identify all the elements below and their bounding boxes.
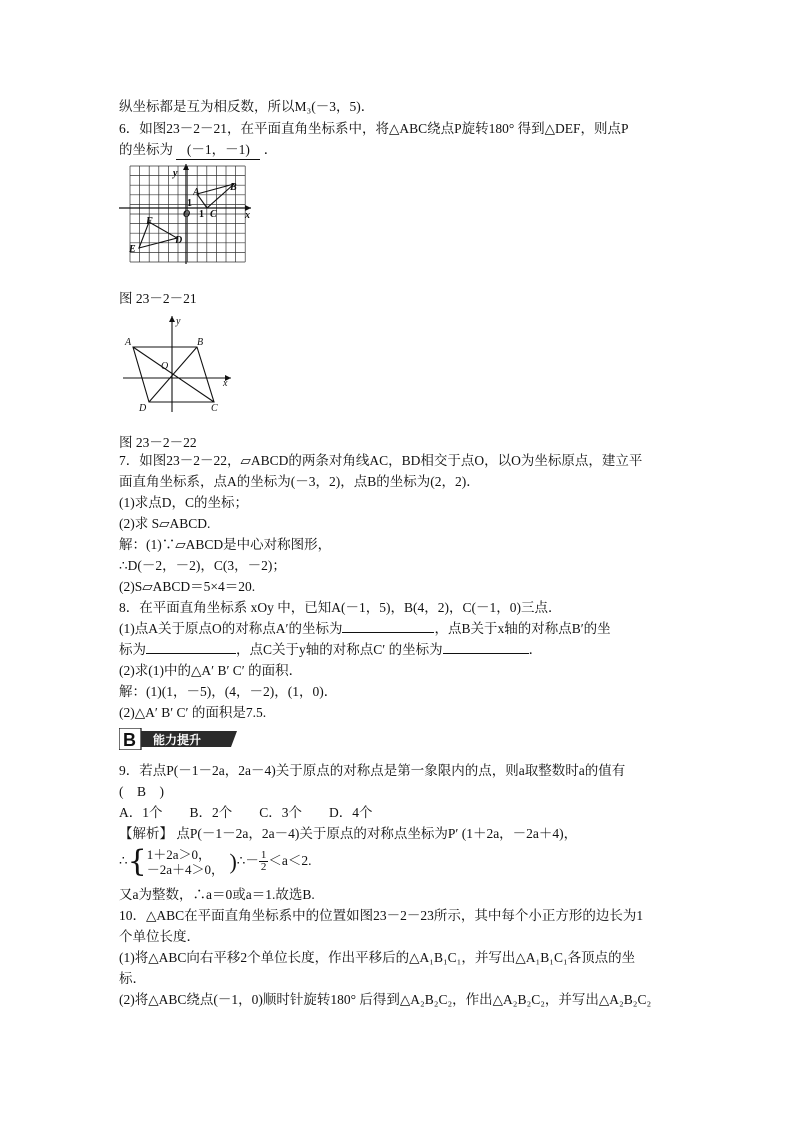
question-10-part-2: (2)将△ABC绕点(－1，0)顺时针旋转180° 后得到△A₂B₂C₂，作出△A₂B₂C₂，并写出△A₂B₂C₂ — [119, 992, 652, 1007]
text-line: 纵坐标都是互为相反数，所以M₃(－3，5)． — [119, 99, 375, 114]
origin-label: O — [183, 209, 191, 220]
solution-line: 解：(1)(1，－5)，(4，－2)，(1，0)． — [119, 684, 338, 699]
question-6-answer-line: 的坐标为 (－1，－1) ． — [119, 141, 277, 160]
question-10-part-1-cont: 标． — [119, 971, 146, 986]
question-7-part-2: (2)求 S▱ABCD. — [119, 516, 211, 531]
question-9-text: 9．若点P(－1－2a，2a－4)关于原点的对称点是第一象限内的点，则a取整数时a的值有 — [119, 763, 626, 778]
solution-line: ∴D(－2，－2)，C(3，－2)； — [119, 558, 286, 573]
y-axis-arrow — [169, 316, 175, 322]
point-c-label: C — [210, 209, 217, 220]
badge-label: 能力提升 — [153, 733, 202, 747]
question-6-text: 6．如图23－2－21，在平面直角坐标系中，将△ABC绕点P旋转180° 得到△DEF，则点P — [119, 121, 629, 136]
left-brace-icon: { — [127, 843, 147, 879]
solution-line: (2)△A′ B′ C′ 的面积是7.5. — [119, 705, 267, 720]
y-axis-label: y — [176, 316, 181, 327]
badge-letter-b-icon: B — [123, 730, 136, 750]
question-7-text: 面直角坐标系，点A的坐标为(－3，2)，点B的坐标为(2，2)． — [119, 474, 480, 489]
triangle-def — [139, 222, 177, 248]
x-axis-label: x — [223, 378, 228, 389]
point-e-label: E — [129, 244, 136, 255]
question-8-text: 8．在平面直角坐标系 xOy 中，已知A(－1，5)，B(4，2)，C(－1，0)三点． — [119, 600, 562, 615]
point-b-label: B — [197, 337, 204, 348]
y-axis-label: y — [173, 168, 178, 179]
figure-caption-23-2-21: 图 23－2－21 — [119, 291, 197, 306]
figure-23-2-21 — [119, 160, 254, 265]
question-10-text: 10．△ABC在平面直角坐标系中的位置如图23－2－23所示，其中每个小正方形的边长为1 — [119, 908, 644, 923]
answer-blank — [443, 653, 529, 654]
point-d-label: D — [175, 235, 183, 246]
origin-label: O — [161, 361, 169, 372]
question-10-text: 个单位长度． — [119, 929, 200, 944]
point-f-label: F — [146, 216, 153, 227]
question-10-part-1: (1)将△ABC向右平移2个单位长度，作出平移后的△A₁B₁C₁，并写出△A₁B₁C₁各顶点的坐 — [119, 950, 636, 965]
point-b-label: B — [230, 182, 237, 193]
diagonal-bd — [149, 347, 197, 402]
analysis-line: 【解析】 点P(－1－2a，2a－4)关于原点的对称点坐标为P′ (1＋2a，－2a＋4)， — [119, 826, 578, 841]
figure-caption-23-2-22: 图 23－2－22 — [119, 435, 197, 450]
analysis-inequality: ∴{ 1＋2a＞0， －2a＋4＞0， )∴－ $\frac{1}{2}$ ＜a＜2. — [119, 843, 312, 879]
x-axis-label: x — [245, 210, 250, 221]
answer-blank: (－1，－1) — [176, 141, 260, 160]
point-c-label: C — [211, 403, 218, 414]
analysis-conclusion: 又a为整数，∴a＝0或a＝1.故选B. — [119, 887, 315, 902]
question-9-options: A．1个 B．2个 C．3个 D．4个 — [119, 805, 373, 820]
y-axis-arrow — [183, 164, 189, 170]
point-a-label: A — [193, 187, 200, 198]
solution-line: 解：(1)∵▱ABCD是中心对称图形， — [119, 537, 332, 552]
point-a-label: A — [125, 337, 132, 348]
question-7-part-1: (1)求点D，C的坐标； — [119, 495, 248, 510]
figure-23-2-22 — [119, 312, 239, 414]
question-8-part-2: (2)求(1)中的△A′ B′ C′ 的面积． — [119, 663, 303, 678]
solution-line: (2)S▱ABCD＝5×4＝20. — [119, 579, 256, 594]
answer-blank — [342, 632, 434, 633]
question-9-answer: ( B ) — [119, 784, 164, 799]
x-unit-label: 1 — [199, 209, 204, 220]
question-8-part-1: (1)点A关于原点O的对称点A′的坐标为 ，点B关于x轴的对称点B′的坐 — [119, 621, 611, 636]
section-badge-ability — [119, 728, 237, 750]
question-7-text: 7．如图23－2－22，▱ABCD的两条对角线AC，BD相交于点O，以O为坐标原点，建立平 — [119, 453, 643, 468]
question-8-part-1-cont: 标为 ，点C关于y轴的对称点C′ 的坐标为 ． — [119, 642, 543, 657]
fraction-one-half: $\frac{1}{2}$ — [260, 849, 267, 874]
point-d-label: D — [139, 403, 147, 414]
answer-blank — [146, 653, 236, 654]
y-unit-label: 1 — [187, 198, 192, 209]
